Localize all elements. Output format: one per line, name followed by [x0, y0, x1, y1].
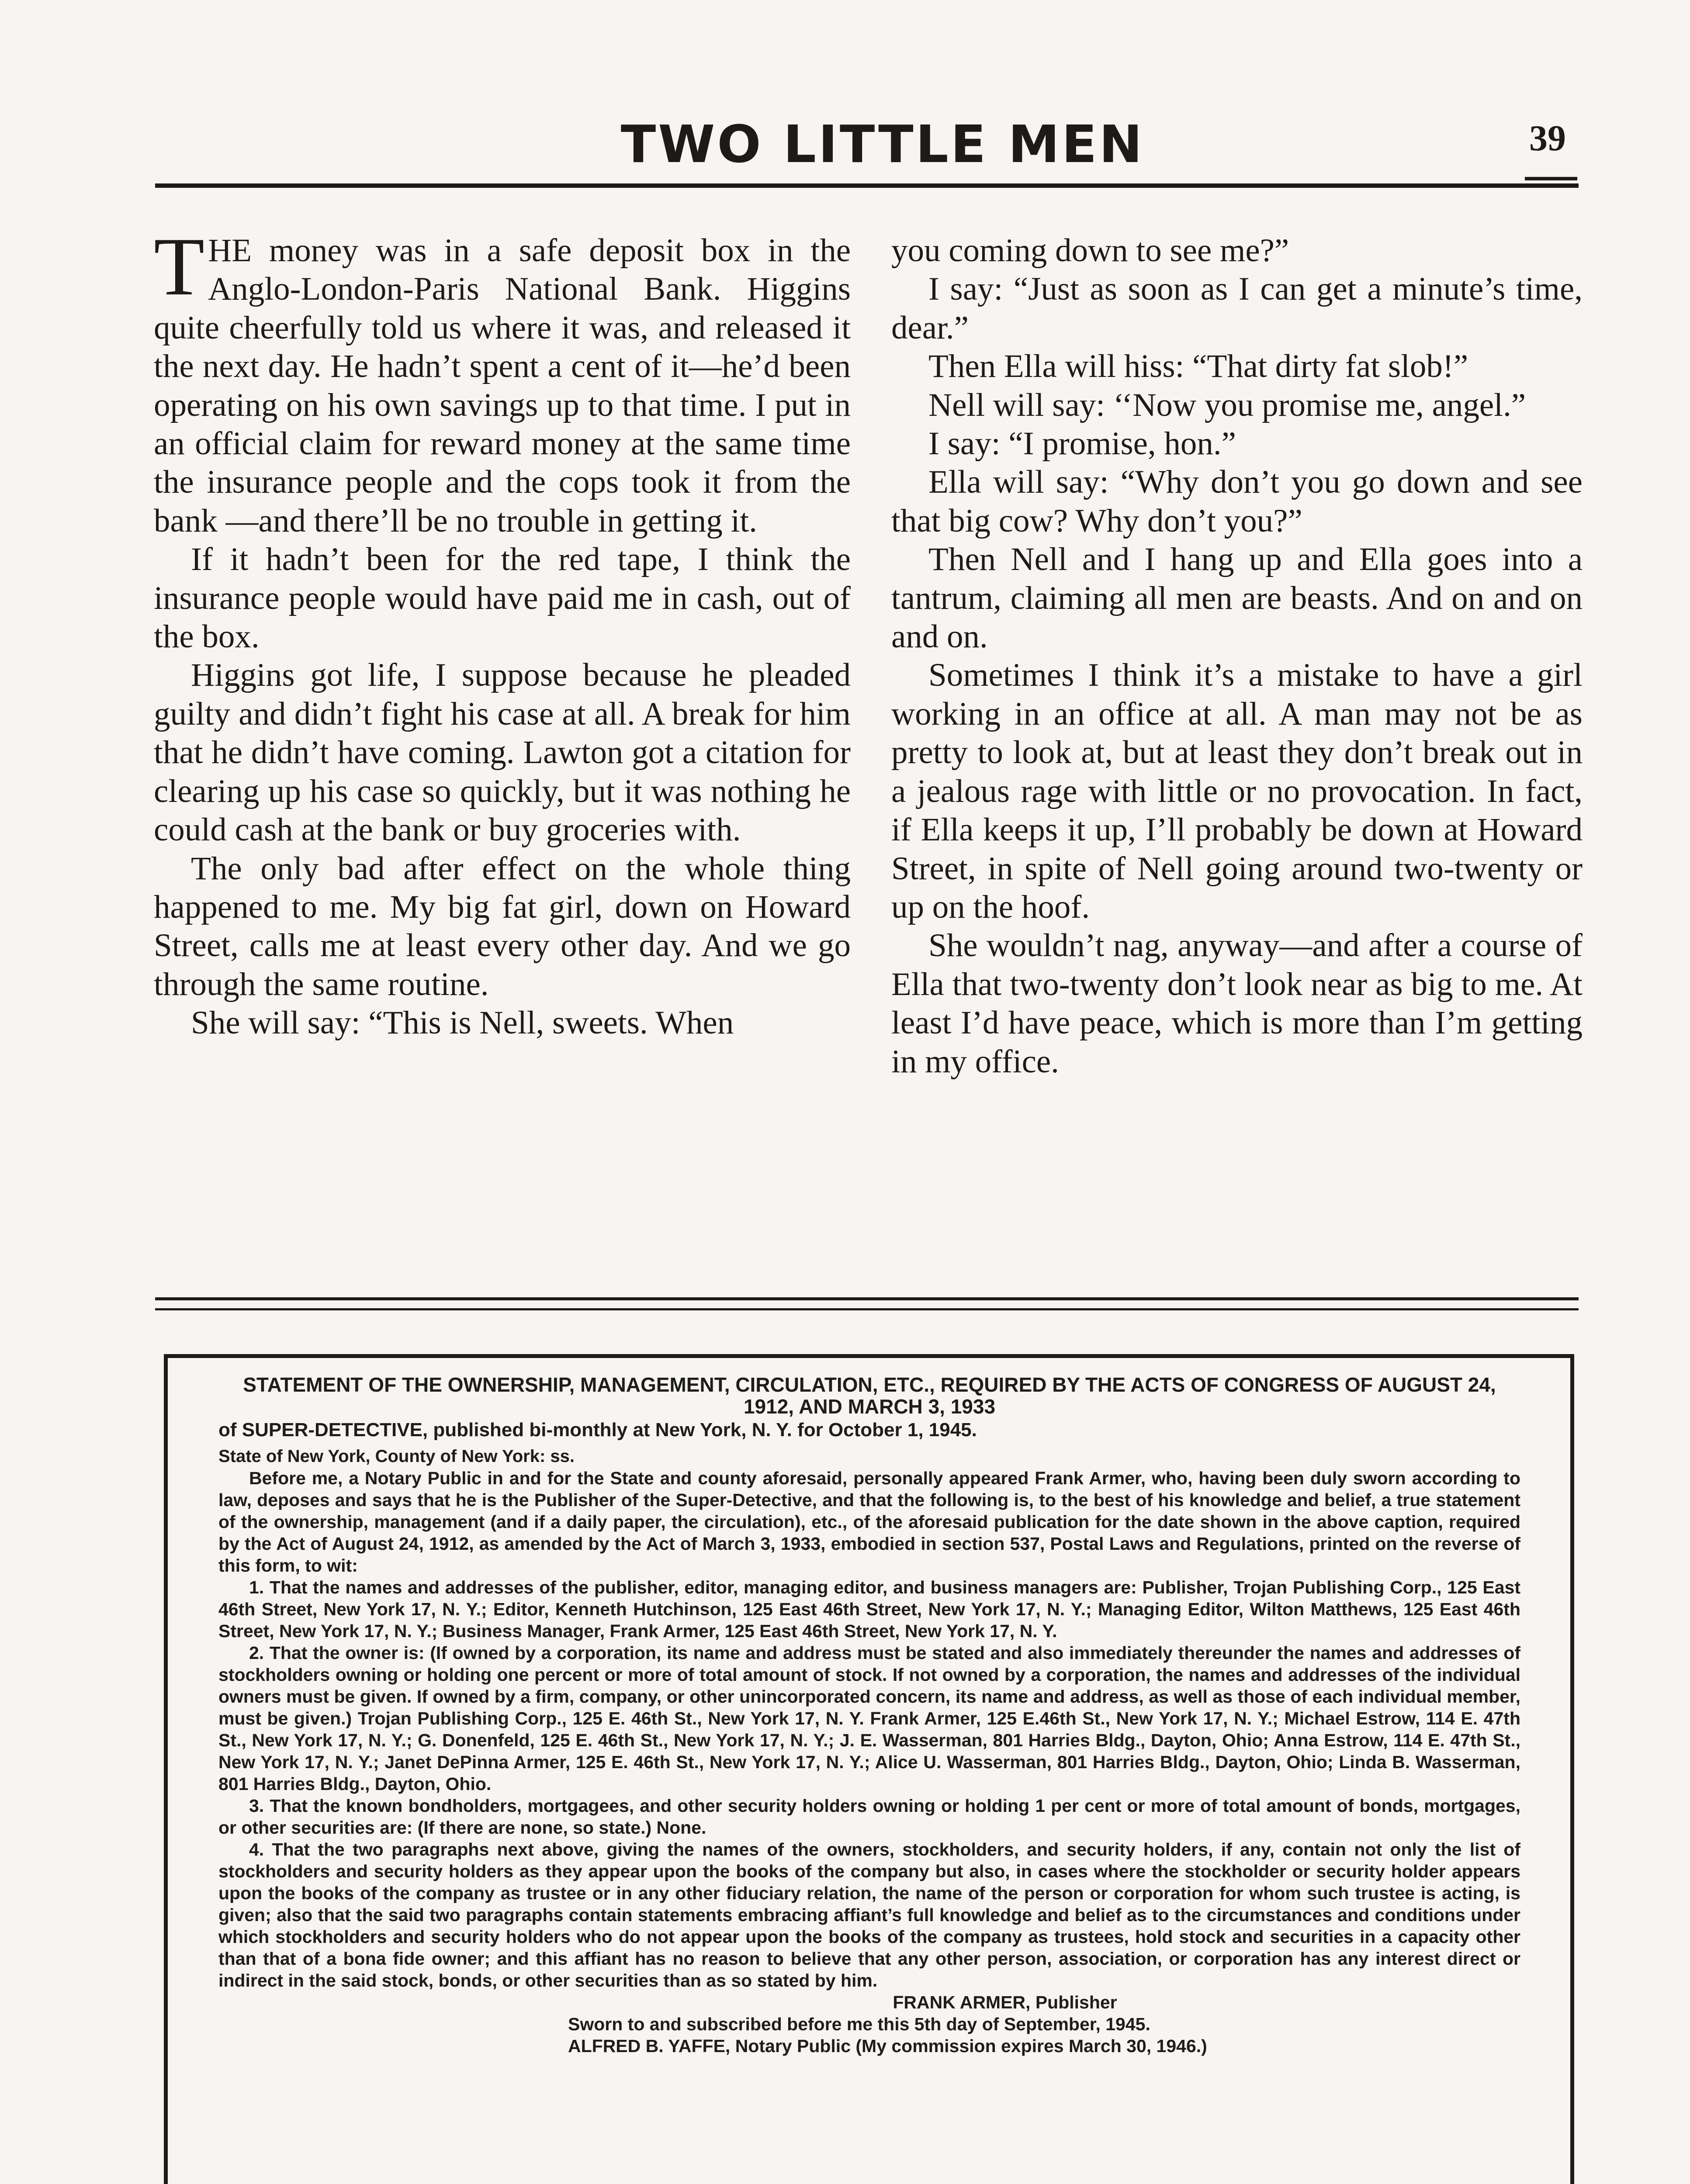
- story-paragraph: She will say: “This is Nell, sweets. When: [191, 1005, 734, 1041]
- story-paragraph: If it hadn’t been for the red tape, I think the insurance people would have paid me in cash, out of the box.: [154, 541, 851, 655]
- story-title: TWO LITTLE MEN: [620, 114, 1145, 174]
- story-paragraph: I say: “Just as soon as I can get a minute’s time, dear.”: [891, 271, 1583, 346]
- story-paragraph: Ella will say: “Why don’t you go down and see that big cow? Why don’t you?”: [891, 464, 1583, 539]
- story-paragraph: Nell will say: ‘‘Now you promise me, angel.”: [928, 387, 1526, 423]
- statement-item: 2. That the owner is: (If owned by a corporation, its name and address must be stated and also immediately thereunder the names and addresses of stockholders owning or holding one percent or more of total amount of stock. If not owned by a corporation, the names and addresses of the individual owners must be given. If owned by a firm, company, or other unincorporated concern, its name and address, as well as those of each individual member, must be given.) Trojan Publishing Corp., 125 E. 46th St., New York 17, N. Y. Frank Armer, 125 E.46th St., New York 17, N. Y.; Michael Estrow, 114 E. 47th St., New York 17, N. Y.; G. Donenfeld, 125 E. 46th St., New York 17, N. Y.; J. E. Wasserman, 801 Harries Bldg., Dayton, Ohio; Anna Estrow, 114 E. 47th St., New York 17, N. Y.; Janet DePinna Armer, 125 E. 46th St., New York 17, N. Y.; Alice U. Wasserman, 801 Harries Bldg., Dayton, Ohio; Linda B. Wasserman, 801 Harries Bldg., Dayton, Ohio.: [218, 1643, 1520, 1794]
- story-paragraph: Sometimes I think it’s a mistake to have a girl working in an office at all. A man may not be as pretty to look at, but at least they don’t break out in a jealous rage with little or no provocation. In fact, if Ella keeps it up, I’ll probably be down at Howard Street, in spite of Nell going around two-twenty or up on the hoof.: [891, 657, 1583, 925]
- sworn-line: Sworn to and subscribed before me this 5th day of September, 1945.: [568, 2014, 1150, 2034]
- drop-cap: T: [154, 221, 205, 313]
- story-paragraph: Higgins got life, I suppose because he pleaded guilty and didn’t fight his case at all. A break for him that he didn’t have coming. Lawton got a citation for clearing up his case so quickly, but it was nothing he could cash at the bank or buy groceries with.: [154, 657, 851, 848]
- ownership-statement: [218, 1374, 1520, 2057]
- story-paragraph: you coming down to see me?”: [891, 232, 1289, 269]
- notary-line: ALFRED B. YAFFE, Notary Public (My commission expires March 30, 1946.): [568, 2036, 1207, 2056]
- story-column-left: [154, 221, 851, 1043]
- statement-state-line: State of New York, County of New York: ss.: [218, 1447, 575, 1466]
- story-paragraph: Then Nell and I hang up and Ella goes into a tantrum, claiming all men are beasts. And on and on and on.: [891, 541, 1583, 655]
- story-paragraph: She wouldn’t nag, anyway—and after a course of Ella that two-twenty don’t look near as big to me. At least I’d have peace, which is more than I’m getting in my office.: [891, 927, 1583, 1080]
- story-column-right: [891, 232, 1583, 1081]
- statement-intro: Before me, a Notary Public in and for the State and county aforesaid, personally appeared Frank Armer, who, having been duly sworn according to law, deposes and says that he is the Publisher of the Super-Detective, and that the following is, to the best of his knowledge and belief, a true statement of the ownership, management (and if a daily paper, the circulation), etc., of the aforesaid publication for the date shown in the above caption, required by the Act of August 24, 1912, as amended by the Act of March 3, 1933, embodied in section 537, Postal Laws and Regulations, printed on the reverse of this form, to wit:: [218, 1468, 1520, 1576]
- story-paragraph: The only bad after effect on the whole thing happened to me. My big fat girl, down on Howard Street, calls me at least every other day. And we go through the same routine.: [154, 850, 851, 1002]
- statement-item: 3. That the known bondholders, mortgagees, and other security holders owning or holding 1 per cent or more of total amount of bonds, mortgages, or other securities are: (If there are none, so state.) None.: [218, 1796, 1520, 1838]
- story-paragraph: Then Ella will hiss: “That dirty fat slob!”: [928, 348, 1468, 385]
- statement-item: 4. That the two paragraphs next above, giving the names of the owners, stockholders, and security holders, if any, contain not only the list of stockholders and security holders as they appear upon the books of the company but also, in cases where the stockholder or security holder appears upon the books of the company as trustee or in any other fiduciary relation, the name of the person or corporation for whom such trustee is acting, is given; also that the said two paragraphs contain statements embracing affiant’s full knowledge and belief as to the circumstances and conditions under which stockholders and security holders who do not appear upon the books of the company as trustees, hold stock and securities in a capacity other than that of a bona fide owner; and this affiant has no reason to believe that any other person, association, or corporation has any interest direct or indirect in the said stock, bonds, or other securities than as so stated by him.: [218, 1839, 1520, 1990]
- page-number: 39: [1529, 118, 1566, 159]
- statement-heading: STATEMENT OF THE OWNERSHIP, MANAGEMENT, CIRCULATION, ETC., REQUIRED BY THE ACTS OF CONGRESS OF AUGUST 24, 1912, AND MARCH 3, 1933: [243, 1373, 1496, 1418]
- story-paragraph: THE money was in a safe deposit box in the Anglo-London-Paris National Bank. Higgins quite cheerfully told us where it was, and released it the next day. He hadn’t spent a cent of it—he’d been operating on his own savings up to that time. I put in an official claim for reward money at the same time the insurance people and the cops took it from the bank —and there’ll be no trouble in getting it.: [154, 221, 851, 539]
- page-number-rule: [1525, 177, 1577, 180]
- section-divider: [155, 1297, 1579, 1300]
- statement-publication-line: of SUPER-DETECTIVE, published bi-monthly at New York, N. Y. for October 1, 1945.: [218, 1419, 977, 1441]
- publisher-signature: FRANK ARMER, Publisher: [893, 1992, 1117, 2012]
- story-paragraph: I say: “I promise, hon.”: [928, 425, 1236, 462]
- statement-item: 1. That the names and addresses of the publisher, editor, managing editor, and business managers are: Publisher, Trojan Publishing Corp., 125 East 46th Street, New York 17, N. Y.; Editor, Kenneth Hutchinson, 125 East 46th Street, New York 17, N. Y.; Managing Editor, Wilton Matthews, 125 East 46th Street, New York 17, N. Y.; Business Manager, Frank Armer, 125 East 46th Street, New York 17, N. Y.: [218, 1577, 1520, 1641]
- header-rule: [155, 183, 1579, 188]
- section-divider: [155, 1308, 1579, 1310]
